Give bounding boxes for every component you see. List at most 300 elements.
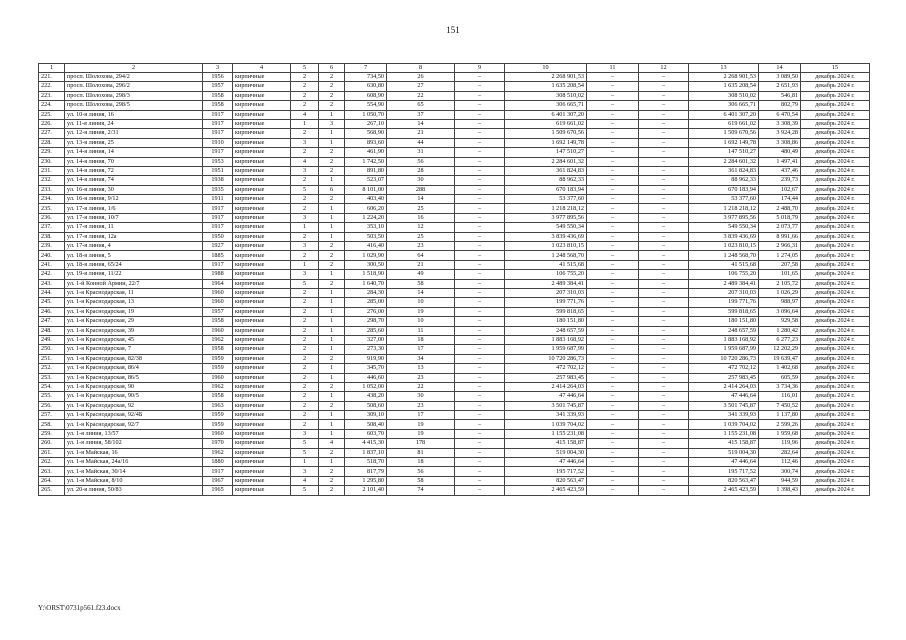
rate-cell: 207,58 bbox=[759, 260, 801, 269]
cost-cell: 180 151,80 bbox=[505, 317, 587, 326]
row-number-cell: 241. bbox=[39, 260, 65, 269]
total-cost-cell: 308 510,02 bbox=[689, 91, 759, 100]
residents-cell: 21 bbox=[387, 260, 455, 269]
wall-material-cell: кирпичные bbox=[233, 166, 291, 175]
col11-cell: – bbox=[587, 270, 639, 279]
col9-cell: – bbox=[455, 185, 505, 194]
total-cost-cell: 519 004,30 bbox=[689, 448, 759, 457]
entrances-cell: 1 bbox=[319, 110, 345, 119]
col9-cell: – bbox=[455, 279, 505, 288]
entrances-cell: 1 bbox=[319, 213, 345, 222]
year-cell: 1958 bbox=[203, 392, 233, 401]
total-cost-cell: 207 310,03 bbox=[689, 288, 759, 297]
col12-cell: – bbox=[639, 307, 689, 316]
year-cell: 1959 bbox=[203, 411, 233, 420]
residents-cell: 44 bbox=[387, 138, 455, 147]
col12-cell: – bbox=[639, 270, 689, 279]
entrances-cell: 1 bbox=[319, 420, 345, 429]
col9-cell: – bbox=[455, 345, 505, 354]
address-cell: ул. 17-я линия, 10/7 bbox=[65, 213, 203, 222]
cost-cell: 199 771,76 bbox=[505, 298, 587, 307]
wall-material-cell: кирпичные bbox=[233, 420, 291, 429]
address-cell: ул. 16-я линия, 30 bbox=[65, 185, 203, 194]
table-body bbox=[39, 73, 870, 496]
term-cell: декабрь 2024 г. bbox=[801, 335, 870, 344]
residents-cell: 74 bbox=[387, 486, 455, 495]
term-cell: декабрь 2024 г. bbox=[801, 110, 870, 119]
year-cell: 1962 bbox=[203, 335, 233, 344]
table-row bbox=[39, 270, 870, 279]
col12-cell: – bbox=[639, 185, 689, 194]
row-number-cell: 253. bbox=[39, 373, 65, 382]
entrances-cell: 1 bbox=[319, 298, 345, 307]
entrances-cell: 1 bbox=[319, 232, 345, 241]
year-cell: 1927 bbox=[203, 242, 233, 251]
area-cell: 554,90 bbox=[345, 101, 387, 110]
residents-cell: 18 bbox=[387, 458, 455, 467]
area-cell: 4 415,30 bbox=[345, 439, 387, 448]
col9-cell: – bbox=[455, 429, 505, 438]
term-cell: декабрь 2024 г. bbox=[801, 420, 870, 429]
year-cell: 1959 bbox=[203, 364, 233, 373]
table-row bbox=[39, 166, 870, 175]
entrances-cell: 6 bbox=[319, 185, 345, 194]
row-number-cell: 264. bbox=[39, 476, 65, 485]
col11-cell: – bbox=[587, 420, 639, 429]
address-cell: ул. 13-я линия, 25 bbox=[65, 138, 203, 147]
col12-cell: – bbox=[639, 354, 689, 363]
col9-cell: – bbox=[455, 119, 505, 128]
col9-cell: – bbox=[455, 251, 505, 260]
col12-cell: – bbox=[639, 345, 689, 354]
entrances-cell: 4 bbox=[319, 439, 345, 448]
entrances-cell: 1 bbox=[319, 411, 345, 420]
table-row bbox=[39, 242, 870, 251]
address-cell: ул. 1-я Майская, 8/10 bbox=[65, 476, 203, 485]
floors-cell: 3 bbox=[291, 467, 319, 476]
floors-cell: 2 bbox=[291, 101, 319, 110]
address-cell: просп. Шолохова, 298/5 bbox=[65, 101, 203, 110]
year-cell: 1963 bbox=[203, 401, 233, 410]
col11-cell: – bbox=[587, 148, 639, 157]
total-cost-cell: 53 377,60 bbox=[689, 195, 759, 204]
col12-cell: – bbox=[639, 476, 689, 485]
year-cell: 1956 bbox=[203, 73, 233, 82]
floors-cell: 2 bbox=[291, 195, 319, 204]
year-cell: 1965 bbox=[203, 486, 233, 495]
total-cost-cell: 599 818,65 bbox=[689, 307, 759, 316]
total-cost-cell: 3 977 895,56 bbox=[689, 213, 759, 222]
cost-cell: 361 824,83 bbox=[505, 166, 587, 175]
floors-cell: 2 bbox=[291, 204, 319, 213]
year-cell: 1911 bbox=[203, 195, 233, 204]
residents-cell: 28 bbox=[387, 166, 455, 175]
col11-cell: – bbox=[587, 176, 639, 185]
col12-cell: – bbox=[639, 382, 689, 391]
term-cell: декабрь 2024 г. bbox=[801, 195, 870, 204]
area-cell: 608,90 bbox=[345, 91, 387, 100]
col12-cell: – bbox=[639, 91, 689, 100]
cost-cell: 1 248 568,70 bbox=[505, 251, 587, 260]
rate-cell: 2 966,31 bbox=[759, 242, 801, 251]
row-number-cell: 222. bbox=[39, 82, 65, 91]
total-cost-cell: 10 720 286,73 bbox=[689, 354, 759, 363]
floors-cell: 3 bbox=[291, 166, 319, 175]
entrances-cell: 2 bbox=[319, 157, 345, 166]
col12-cell: – bbox=[639, 232, 689, 241]
table-row bbox=[39, 476, 870, 485]
year-cell: 1917 bbox=[203, 204, 233, 213]
address-cell: ул. 10-я линия, 16 bbox=[65, 110, 203, 119]
area-cell: 285,00 bbox=[345, 298, 387, 307]
area-cell: 298,70 bbox=[345, 317, 387, 326]
total-cost-cell: 2 284 601,32 bbox=[689, 157, 759, 166]
cost-cell: 341 339,93 bbox=[505, 411, 587, 420]
wall-material-cell: кирпичные bbox=[233, 345, 291, 354]
col9-cell: – bbox=[455, 270, 505, 279]
total-cost-cell: 1 635 208,54 bbox=[689, 82, 759, 91]
term-cell: декабрь 2024 г. bbox=[801, 429, 870, 438]
total-cost-cell: 1 155 231,08 bbox=[689, 429, 759, 438]
year-cell: 1917 bbox=[203, 148, 233, 157]
area-cell: 1 295,80 bbox=[345, 476, 387, 485]
col9-cell: – bbox=[455, 476, 505, 485]
row-number-cell: 255. bbox=[39, 392, 65, 401]
floors-cell: 2 bbox=[291, 73, 319, 82]
area-cell: 518,70 bbox=[345, 458, 387, 467]
table-row bbox=[39, 110, 870, 119]
col11-cell: – bbox=[587, 157, 639, 166]
wall-material-cell: кирпичные bbox=[233, 364, 291, 373]
residents-cell: 31 bbox=[387, 148, 455, 157]
col9-cell: – bbox=[455, 288, 505, 297]
col12-cell: – bbox=[639, 279, 689, 288]
wall-material-cell: кирпичные bbox=[233, 467, 291, 476]
area-cell: 2 101,40 bbox=[345, 486, 387, 495]
page-number: 151 bbox=[446, 25, 460, 35]
total-cost-cell: 3 501 745,87 bbox=[689, 401, 759, 410]
entrances-cell: 1 bbox=[319, 364, 345, 373]
col12-cell: – bbox=[639, 326, 689, 335]
column-header: 2 bbox=[65, 64, 203, 73]
entrances-cell: 1 bbox=[319, 138, 345, 147]
floors-cell: 5 bbox=[291, 185, 319, 194]
address-cell: ул. 16-я линия, 9/12 bbox=[65, 195, 203, 204]
entrances-cell: 1 bbox=[319, 345, 345, 354]
col11-cell: – bbox=[587, 411, 639, 420]
col12-cell: – bbox=[639, 129, 689, 138]
cost-cell: 3 501 745,87 bbox=[505, 401, 587, 410]
term-cell: декабрь 2024 г. bbox=[801, 223, 870, 232]
row-number-cell: 239. bbox=[39, 242, 65, 251]
col11-cell: – bbox=[587, 317, 639, 326]
floors-cell: 2 bbox=[291, 298, 319, 307]
row-number-cell: 265. bbox=[39, 486, 65, 495]
term-cell: декабрь 2024 г. bbox=[801, 401, 870, 410]
year-cell: 1958 bbox=[203, 345, 233, 354]
col11-cell: – bbox=[587, 476, 639, 485]
col11-cell: – bbox=[587, 185, 639, 194]
col9-cell: – bbox=[455, 213, 505, 222]
cost-cell: 619 661,02 bbox=[505, 119, 587, 128]
floors-cell: 2 bbox=[291, 420, 319, 429]
cost-cell: 308 510,02 bbox=[505, 91, 587, 100]
cost-cell: 106 755,20 bbox=[505, 270, 587, 279]
col11-cell: – bbox=[587, 392, 639, 401]
col12-cell: – bbox=[639, 401, 689, 410]
rate-cell: 2 651,93 bbox=[759, 82, 801, 91]
col11-cell: – bbox=[587, 288, 639, 297]
entrances-cell: 1 bbox=[319, 335, 345, 344]
residents-cell: 14 bbox=[387, 119, 455, 128]
register-table bbox=[38, 63, 870, 496]
area-cell: 345,70 bbox=[345, 364, 387, 373]
floors-cell: 2 bbox=[291, 176, 319, 185]
address-cell: ул. 1-я Краснодарская, 39 bbox=[65, 326, 203, 335]
entrances-cell: 2 bbox=[319, 279, 345, 288]
total-cost-cell: 2 489 384,41 bbox=[689, 279, 759, 288]
address-cell: ул. 1-я Краснодарская, 86/4 bbox=[65, 364, 203, 373]
cost-cell: 195 717,52 bbox=[505, 467, 587, 476]
row-number-cell: 257. bbox=[39, 411, 65, 420]
row-number-cell: 243. bbox=[39, 279, 65, 288]
total-cost-cell: 6 401 307,20 bbox=[689, 110, 759, 119]
entrances-cell: 2 bbox=[319, 260, 345, 269]
term-cell: декабрь 2024 г. bbox=[801, 73, 870, 82]
wall-material-cell: кирпичные bbox=[233, 91, 291, 100]
row-number-cell: 235. bbox=[39, 204, 65, 213]
entrances-cell: 2 bbox=[319, 401, 345, 410]
table-row bbox=[39, 458, 870, 467]
floors-cell: 2 bbox=[291, 373, 319, 382]
cost-cell: 53 377,60 bbox=[505, 195, 587, 204]
rate-cell: 1 026,29 bbox=[759, 288, 801, 297]
address-cell: ул. 11-я линия, 24 bbox=[65, 119, 203, 128]
col9-cell: – bbox=[455, 101, 505, 110]
col12-cell: – bbox=[639, 392, 689, 401]
entrances-cell: 1 bbox=[319, 129, 345, 138]
year-cell: 1960 bbox=[203, 373, 233, 382]
row-number-cell: 254. bbox=[39, 382, 65, 391]
floors-cell: 3 bbox=[291, 242, 319, 251]
area-cell: 568,90 bbox=[345, 129, 387, 138]
table-row bbox=[39, 232, 870, 241]
entrances-cell: 2 bbox=[319, 101, 345, 110]
cost-cell: 472 702,12 bbox=[505, 364, 587, 373]
year-cell: 1917 bbox=[203, 110, 233, 119]
table-row bbox=[39, 364, 870, 373]
entrances-cell: 2 bbox=[319, 73, 345, 82]
residents-cell: 18 bbox=[387, 335, 455, 344]
col11-cell: – bbox=[587, 448, 639, 457]
entrances-cell: 1 bbox=[319, 176, 345, 185]
table-row bbox=[39, 119, 870, 128]
floors-cell: 5 bbox=[291, 279, 319, 288]
row-number-cell: 246. bbox=[39, 307, 65, 316]
area-cell: 309,10 bbox=[345, 411, 387, 420]
cost-cell: 1 959 687,99 bbox=[505, 345, 587, 354]
wall-material-cell: кирпичные bbox=[233, 354, 291, 363]
row-number-cell: 224. bbox=[39, 101, 65, 110]
term-cell: декабрь 2024 г. bbox=[801, 82, 870, 91]
col9-cell: – bbox=[455, 458, 505, 467]
area-cell: 603,70 bbox=[345, 429, 387, 438]
row-number-cell: 240. bbox=[39, 251, 65, 260]
year-cell: 1988 bbox=[203, 270, 233, 279]
entrances-cell: 2 bbox=[319, 242, 345, 251]
row-number-cell: 260. bbox=[39, 439, 65, 448]
wall-material-cell: кирпичные bbox=[233, 270, 291, 279]
col9-cell: – bbox=[455, 260, 505, 269]
col12-cell: – bbox=[639, 110, 689, 119]
floors-cell: 2 bbox=[291, 148, 319, 157]
row-number-cell: 251. bbox=[39, 354, 65, 363]
col9-cell: – bbox=[455, 373, 505, 382]
col12-cell: – bbox=[639, 119, 689, 128]
floors-cell: 1 bbox=[291, 260, 319, 269]
year-cell: 1959 bbox=[203, 420, 233, 429]
table-row bbox=[39, 345, 870, 354]
column-header: 14 bbox=[759, 64, 801, 73]
wall-material-cell: кирпичные bbox=[233, 232, 291, 241]
column-header: 5 bbox=[291, 64, 319, 73]
col9-cell: – bbox=[455, 411, 505, 420]
col11-cell: – bbox=[587, 364, 639, 373]
cost-cell: 6 401 307,20 bbox=[505, 110, 587, 119]
wall-material-cell: кирпичные bbox=[233, 82, 291, 91]
floors-cell: 2 bbox=[291, 232, 319, 241]
table-row bbox=[39, 288, 870, 297]
entrances-cell: 2 bbox=[319, 382, 345, 391]
rate-cell: 101,65 bbox=[759, 270, 801, 279]
cost-cell: 1 883 168,92 bbox=[505, 335, 587, 344]
cost-cell: 1 692 149,78 bbox=[505, 138, 587, 147]
floors-cell: 2 bbox=[291, 382, 319, 391]
residents-cell: 14 bbox=[387, 195, 455, 204]
rate-cell: 7 450,52 bbox=[759, 401, 801, 410]
cost-cell: 2 465 423,59 bbox=[505, 486, 587, 495]
col12-cell: – bbox=[639, 448, 689, 457]
col11-cell: – bbox=[587, 298, 639, 307]
col9-cell: – bbox=[455, 166, 505, 175]
residents-cell: 27 bbox=[387, 82, 455, 91]
wall-material-cell: кирпичные bbox=[233, 307, 291, 316]
col12-cell: – bbox=[639, 101, 689, 110]
col11-cell: – bbox=[587, 213, 639, 222]
year-cell: 1958 bbox=[203, 101, 233, 110]
column-header: 4 bbox=[233, 64, 291, 73]
rate-cell: 300,74 bbox=[759, 467, 801, 476]
total-cost-cell: 47 446,64 bbox=[689, 458, 759, 467]
term-cell: декабрь 2024 г. bbox=[801, 157, 870, 166]
area-cell: 276,00 bbox=[345, 307, 387, 316]
floors-cell: 2 bbox=[291, 91, 319, 100]
wall-material-cell: кирпичные bbox=[233, 101, 291, 110]
wall-material-cell: кирпичные bbox=[233, 298, 291, 307]
residents-cell: 23 bbox=[387, 373, 455, 382]
rate-cell: 282,64 bbox=[759, 448, 801, 457]
table-row bbox=[39, 73, 870, 82]
col11-cell: – bbox=[587, 401, 639, 410]
col9-cell: – bbox=[455, 232, 505, 241]
year-cell: 1962 bbox=[203, 382, 233, 391]
entrances-cell: 1 bbox=[319, 288, 345, 297]
col11-cell: – bbox=[587, 195, 639, 204]
address-cell: ул. 1-я линия, 58/102 bbox=[65, 439, 203, 448]
cost-cell: 820 563,47 bbox=[505, 476, 587, 485]
floors-cell: 2 bbox=[291, 354, 319, 363]
col12-cell: – bbox=[639, 335, 689, 344]
col12-cell: – bbox=[639, 458, 689, 467]
term-cell: декабрь 2024 г. bbox=[801, 345, 870, 354]
table-row bbox=[39, 223, 870, 232]
address-cell: ул. 1-я Краснодарская, 92/7 bbox=[65, 420, 203, 429]
cost-cell: 47 446,64 bbox=[505, 458, 587, 467]
entrances-cell: 2 bbox=[319, 82, 345, 91]
col11-cell: – bbox=[587, 204, 639, 213]
rate-cell: 1 274,05 bbox=[759, 251, 801, 260]
wall-material-cell: кирпичные bbox=[233, 486, 291, 495]
floors-cell: 2 bbox=[291, 82, 319, 91]
row-number-cell: 242. bbox=[39, 270, 65, 279]
area-cell: 893,60 bbox=[345, 138, 387, 147]
row-number-cell: 230. bbox=[39, 157, 65, 166]
total-cost-cell: 1 959 687,99 bbox=[689, 345, 759, 354]
residents-cell: 65 bbox=[387, 101, 455, 110]
floors-cell: 4 bbox=[291, 110, 319, 119]
col9-cell: – bbox=[455, 354, 505, 363]
term-cell: декабрь 2024 г. bbox=[801, 486, 870, 495]
total-cost-cell: 361 824,83 bbox=[689, 166, 759, 175]
residents-cell: 17 bbox=[387, 345, 455, 354]
area-cell: 438,20 bbox=[345, 392, 387, 401]
rate-cell: 112,46 bbox=[759, 458, 801, 467]
table-row bbox=[39, 326, 870, 335]
col9-cell: – bbox=[455, 448, 505, 457]
rate-cell: 8 991,66 bbox=[759, 232, 801, 241]
address-cell: ул. 18-я линия, 5 bbox=[65, 251, 203, 260]
floors-cell: 2 bbox=[291, 288, 319, 297]
row-number-cell: 261. bbox=[39, 448, 65, 457]
term-cell: декабрь 2024 г. bbox=[801, 260, 870, 269]
total-cost-cell: 47 446,64 bbox=[689, 392, 759, 401]
year-cell: 1959 bbox=[203, 354, 233, 363]
col9-cell: – bbox=[455, 467, 505, 476]
term-cell: декабрь 2024 г. bbox=[801, 467, 870, 476]
total-cost-cell: 472 702,12 bbox=[689, 364, 759, 373]
wall-material-cell: кирпичные bbox=[233, 326, 291, 335]
residents-cell: 23 bbox=[387, 401, 455, 410]
year-cell: 1957 bbox=[203, 307, 233, 316]
rate-cell: 102,67 bbox=[759, 185, 801, 194]
cost-cell: 147 510,27 bbox=[505, 148, 587, 157]
total-cost-cell: 619 661,02 bbox=[689, 119, 759, 128]
residents-cell: 58 bbox=[387, 279, 455, 288]
col11-cell: – bbox=[587, 110, 639, 119]
row-number-cell: 248. bbox=[39, 326, 65, 335]
area-cell: 1 052,00 bbox=[345, 382, 387, 391]
row-number-cell: 263. bbox=[39, 467, 65, 476]
table-row bbox=[39, 260, 870, 269]
row-number-cell: 262. bbox=[39, 458, 65, 467]
floors-cell: 3 bbox=[291, 213, 319, 222]
area-cell: 300,50 bbox=[345, 260, 387, 269]
cost-cell: 549 550,34 bbox=[505, 223, 587, 232]
term-cell: декабрь 2024 г. bbox=[801, 476, 870, 485]
total-cost-cell: 1 023 810,15 bbox=[689, 242, 759, 251]
col12-cell: – bbox=[639, 298, 689, 307]
area-cell: 508,60 bbox=[345, 401, 387, 410]
